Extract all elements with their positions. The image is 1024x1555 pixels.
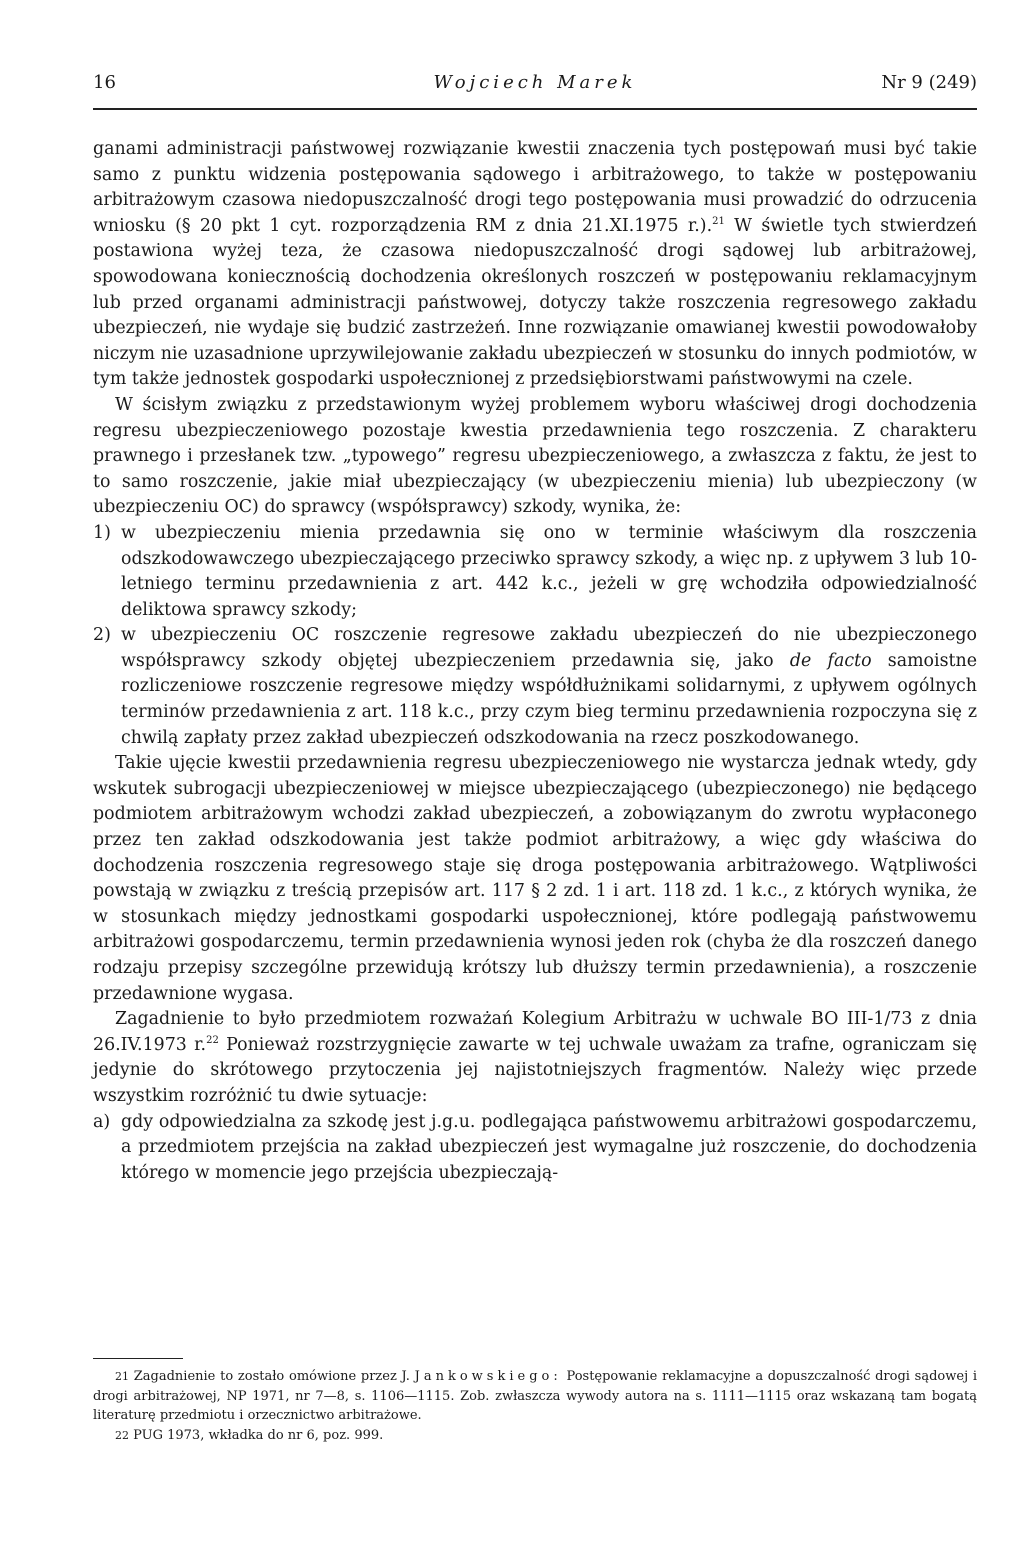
- paragraph-1-text-b: W świetle tych stwierdzeń postawiona wyżej teza, że czasowa niedopuszczalność drogi sądowej lub arbitrażowej, spowodowana koniecznością dochodzenia określonych roszczeń w postępowaniu reklamacyjnym lub przed organami administracji państwowej, dotyczy także roszczenia regresowego zakładu ubezpieczeń, nie wydaje się budzić zastrzeżeń. Inne rozwiązanie omawianej kwestii powodowałoby niczym nie uzasadnione uprzywilejowanie zakładu ubezpieczeń w stosunku do innych podmiotów, w tym także jednostek gospodarki uspołecznionej z przedsiębiorstwami państwowymi na czele.: [93, 215, 977, 390]
- footnote-22-mark: 22: [115, 1428, 129, 1442]
- list-item-a-text: gdy odpowiedzialna za szkodę jest j.g.u. podlegająca państwowemu arbitrażowi gospodarczemu, a przedmiotem przejścia na zakład ubezpieczeń jest wymagalne już roszczenie, do dochodzenia którego w momencie jego przejścia ubezpieczają-: [121, 1111, 977, 1183]
- list-item-1-text: w ubezpieczeniu mienia przedawnia się ono w terminie właściwym dla roszczenia odszkodowawczego ubezpieczającego przeciwko sprawcy szkody, a więc np. z upływem 3 lub 10-letniego terminu przedawnienia z art. 442 k.c., jeżeli w grę wchodziła odpowiedzialność deliktowa sprawcy szkody;: [121, 522, 977, 620]
- paragraph-3: Takie ujęcie kwestii przedawnienia regresu ubezpieczeniowego nie wystarcza jednak wtedy, gdy wskutek subrogacji ubezpieczeniowej w miejsce ubezpieczającego (ubezpieczonego) nie będącego podmiotem arbitrażowym wchodzi zakład ubezpieczeń, a zobowiązanym do zwrotu wypłaconego przez ten zakład odszkodowania jest także podmiot arbitrażowy, a więc gdy właściwa do dochodzenia roszczenia regresowego staje się droga postępowania arbitrażowego. Wątpliwości powstają w związku z treścią przepisów art. 117 § 2 zd. 1 i art. 118 zd. 1 k.c., z których wynika, że w stosunkach między jednostkami gospodarki uspołecznionej, które podlegają państwowemu arbitrażowi gospodarczemu, termin przedawnienia wynosi jeden rok (chyba że dla roszczeń danego rodzaju przepisy szczególne przewidują krótszy lub dłuższy termin przedawnienia), a roszczenie przedawnione wygasa.: [93, 753, 977, 1004]
- paragraph-1-text-a: ganami administracji państwowej rozwiązanie kwestii znaczenia tych postępowań musi być takie samo z punktu widzenia postępowania sądowego i arbitrażowego, to także w postępowaniu arbitrażowym czasowa niedopuszczalność drogi tego postępowania musi prowadzić do odrzucenia wniosku (§ 20 pkt 1 cyt. rozporządzenia RM z dnia 21.XI.1975 r.).: [93, 139, 977, 236]
- list-item-2: [93, 623, 977, 751]
- header-rule: [93, 108, 977, 110]
- list-item-2-text-a: w ubezpieczeniu OC roszczenie regresowe zakładu ubezpieczeń do nie ubezpieczonego współsprawcy szkody objętej ubezpieczeniem przedawnia się, jako: [121, 625, 977, 671]
- paragraph-4-text-b: Ponieważ rozstrzygnięcie zawarte w tej uchwale uważam za trafne, ograniczam się jedynie do skrótowego przytoczenia jej najistotniejszych fragmentów. Należy więc przede wszystkim rozróżnić tu dwie sytuacje:: [93, 1034, 977, 1106]
- list-marker-a: a): [93, 1111, 111, 1132]
- footnote-21-text-b: Postępowanie reklamacyjne a dopuszczalność drogi sądowej i drogi arbitrażowej, NP 1971, nr 7—8, s. 1106—1115. Zob. zwłaszcza wywody autora na s. 1111—1115 oraz wskazaną tam bogatą literaturę przedmiotu i orzecznictwo arbitrażowe.: [93, 1369, 977, 1424]
- body-text: [93, 137, 977, 1186]
- list-item-1: [93, 521, 977, 623]
- footnote-21: [93, 1367, 977, 1426]
- footnote-22-text: PUG 1973, wkładka do nr 6, poz. 999.: [129, 1427, 384, 1443]
- latin-phrase: de facto: [789, 650, 872, 671]
- list-marker-2: 2): [93, 625, 111, 646]
- footnote-ref-21: 21: [712, 215, 725, 227]
- paragraph-2: W ścisłym związku z przedstawionym wyżej problemem wyboru właściwej drogi dochodzenia regresu ubezpieczeniowego pozostaje kwestia przedawnienia tego roszczenia. Z charakteru prawnego i przesłanek tzw. „typowego” regresu ubezpieczeniowego, a zwłaszcza z faktu, że jest to to samo roszczenie, jakie miał ubezpieczający (w ubezpieczeniu mienia) lub ubezpieczony (w ubezpieczeniu OC) do sprawcy (współsprawcy) szkody, wynika, że:: [93, 394, 977, 518]
- list-item-a: [93, 1110, 977, 1187]
- list-marker-1: 1): [93, 522, 111, 543]
- footnote-22: [93, 1426, 977, 1446]
- running-header: [93, 72, 977, 102]
- paragraph-4: [93, 1007, 977, 1109]
- footnote-21-author: Jankowskiego:: [414, 1369, 562, 1384]
- footnotes: [93, 1367, 977, 1445]
- footnote-21-text-a: Zagadnienie to zostało omówione przez J.: [129, 1369, 415, 1384]
- footnote-ref-22: 22: [206, 1034, 219, 1046]
- issue-number: Nr 9 (249): [881, 72, 977, 93]
- paragraph-4-text-a: Zagadnienie to było przedmiotem rozważań Kolegium Arbitrażu w uchwale BO III-1/73 z dnia 26.IV.1973 r.: [93, 1009, 977, 1055]
- footnote-rule: [93, 1358, 183, 1359]
- list-item-2-text-b: samoistne rozliczeniowe roszczenie regresowe między współdłużnikami solidarnymi, z upływem ogólnych terminów przedawnienia z art. 118 k.c., przy czym bieg terminu przedawnienia rozpoczyna się z chwilą zapłaty przez zakład ubezpieczeń odszkodowania na rzecz poszkodowanego.: [121, 650, 977, 748]
- page-number: 16: [93, 72, 116, 93]
- footnote-21-mark: 21: [115, 1370, 129, 1383]
- paragraph-1: [93, 137, 977, 393]
- running-author: Wojciech Marek: [433, 72, 637, 93]
